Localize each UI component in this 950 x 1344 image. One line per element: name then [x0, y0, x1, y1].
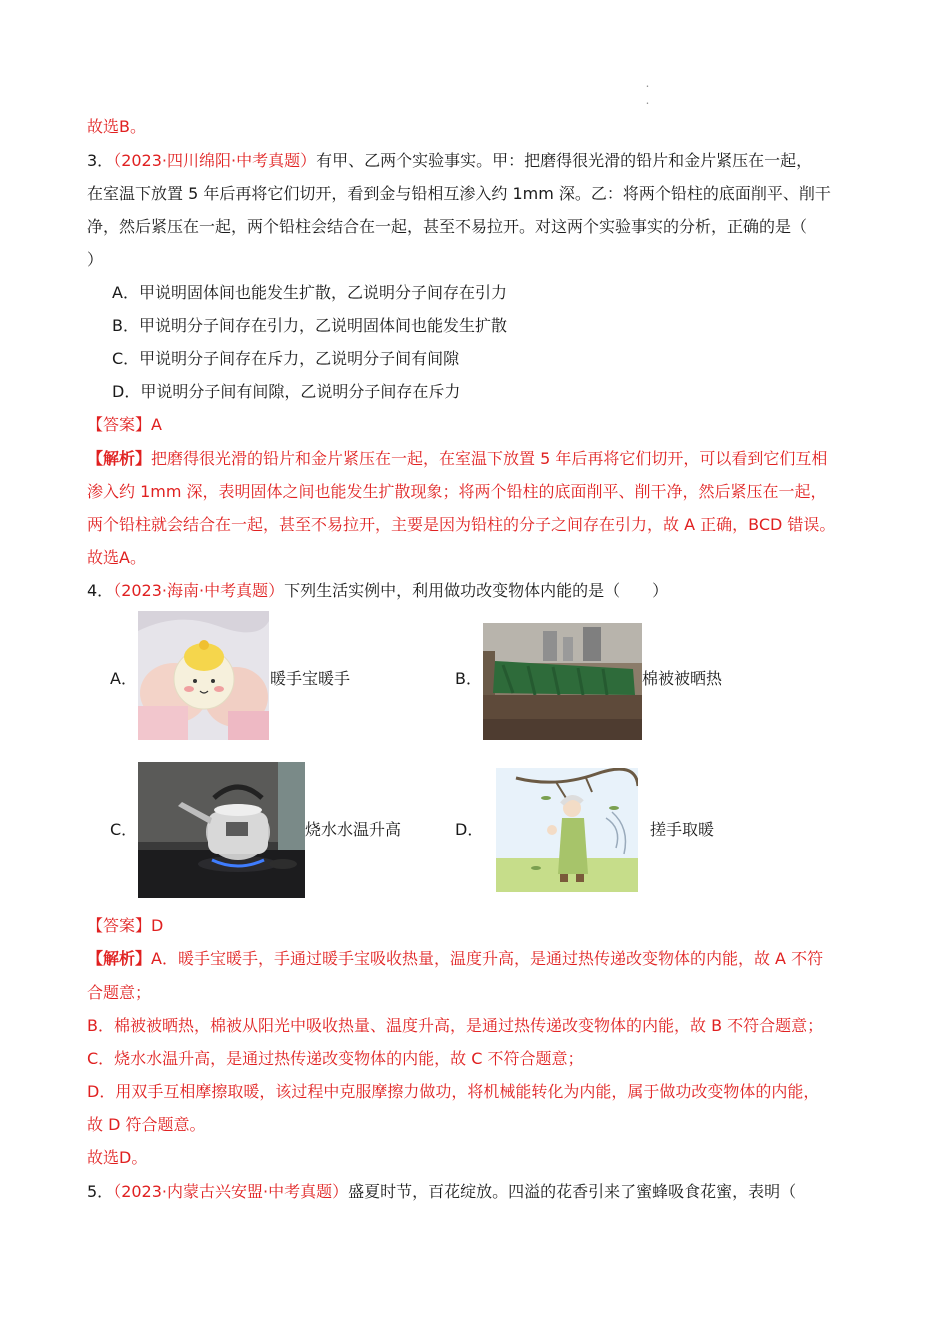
q4-answer: 【答案】D [87, 916, 164, 935]
q4-analysis-line: 故 D 符合题意。 [87, 1115, 206, 1134]
q3-analysis: 【解析】把磨得很光滑的铅片和金片紧压在一起，在室温下放置 5 年后再将它们切开，可以看到它们互相 [87, 449, 828, 468]
q4-option-d-text: 搓手取暖 [650, 820, 715, 839]
q4-number: 4． [87, 581, 114, 600]
quilt-drying-image [483, 623, 642, 740]
q3-option-c: C．甲说明分子间存在斥力，乙说明分子间有间隙 [112, 349, 460, 368]
q5-source: （2023·内蒙古兴安盟·中考真题） [113, 1182, 349, 1201]
q4-option-b-letter: B． [455, 669, 482, 688]
q4-analysis-line: B．棉被被晒热，棉被从阳光中吸收热量、温度升高，是通过热传递改变物体的内能，故 B 不符合题意； [87, 1016, 824, 1035]
q5-stem: 5．（2023·内蒙古兴安盟·中考真题）盛夏时节，百花绽放。四溢的花香引来了蜜蜂吸食花蜜，表明（ [87, 1182, 797, 1201]
q4-analysis-line: D．用双手互相摩擦取暖，该过程中克服摩擦力做功，将机械能转化为内能，属于做功改变物体的内能， [87, 1082, 820, 1101]
q4-option-c-letter: C． [110, 820, 138, 839]
prev-conclusion: 故选B。 [87, 117, 146, 136]
header-mark: • [646, 101, 649, 107]
q3-analysis-line: 两个铅柱就会结合在一起，甚至不易拉开，主要是因为铅柱的分子之间存在引力，故 A 正确，BCD 错误。 [87, 515, 836, 534]
q4-analysis-line: 合题意； [87, 983, 152, 1002]
q3-option-b: B．甲说明分子间存在引力，乙说明固体间也能发生扩散 [112, 316, 507, 335]
q4-option-b-text: 棉被被晒热 [642, 669, 723, 688]
q4-option-c-text: 烧水水温升高 [305, 820, 402, 839]
q4-analysis-line: C．烧水水温升高，是通过热传递改变物体的内能，故 C 不符合题意； [87, 1049, 584, 1068]
q4-option-d-letter: D． [455, 820, 484, 839]
q4-analysis: 【解析】A．暖手宝暖手，手通过暖手宝吸收热量，温度升高，是通过热传递改变物体的内能，故 A 不符 [87, 949, 824, 968]
kettle-image [138, 762, 305, 898]
q4-stem: 4．（2023·海南·中考真题）下列生活实例中，利用做功改变物体内能的是（ ） [87, 581, 669, 600]
rubbing-hands-image [496, 768, 638, 892]
analysis-label: 【解析】 [87, 449, 152, 468]
hand-warmer-image [138, 611, 269, 740]
q3-stem: 3．（2023·四川绵阳·中考真题）有甲、乙两个实验事实。甲：把磨得很光滑的铅片和金片紧压在一起， [87, 151, 813, 170]
q5-number: 5． [87, 1182, 114, 1201]
q3-stem-line: ） [87, 250, 104, 269]
q3-stem-line: 净，然后紧压在一起，两个铅柱会结合在一起，甚至不易拉开。对这两个实验事实的分析，正确的是（ [87, 217, 808, 236]
q3-option-a: A．甲说明固体间也能发生扩散，乙说明分子间存在引力 [112, 283, 507, 302]
q4-conclusion: 故选D。 [87, 1148, 148, 1167]
q3-source: （2023·四川绵阳·中考真题） [113, 151, 317, 170]
q3-option-d: D．甲说明分子间有间隙，乙说明分子间存在斥力 [112, 382, 461, 401]
header-mark: • [646, 84, 649, 90]
q4-option-a-text: 暖手宝暖手 [270, 669, 351, 688]
q3-conclusion: 故选A。 [87, 548, 146, 567]
analysis-label: 【解析】 [87, 949, 152, 968]
q3-analysis-line: 渗入约 1mm 深，表明固体之间也能发生扩散现象；将两个铅柱的底面削平、削干净，然后紧压在一起， [87, 482, 827, 501]
q4-source: （2023·海南·中考真题） [113, 581, 285, 600]
q4-option-a-letter: A． [110, 669, 137, 688]
q3-stem-line: 在室温下放置 5 年后再将它们切开，看到金与铅相互渗入约 1mm 深。乙：将两个铅柱的底面削平、削干 [87, 184, 831, 203]
q3-answer: 【答案】A [87, 415, 162, 434]
q3-number: 3． [87, 151, 114, 170]
